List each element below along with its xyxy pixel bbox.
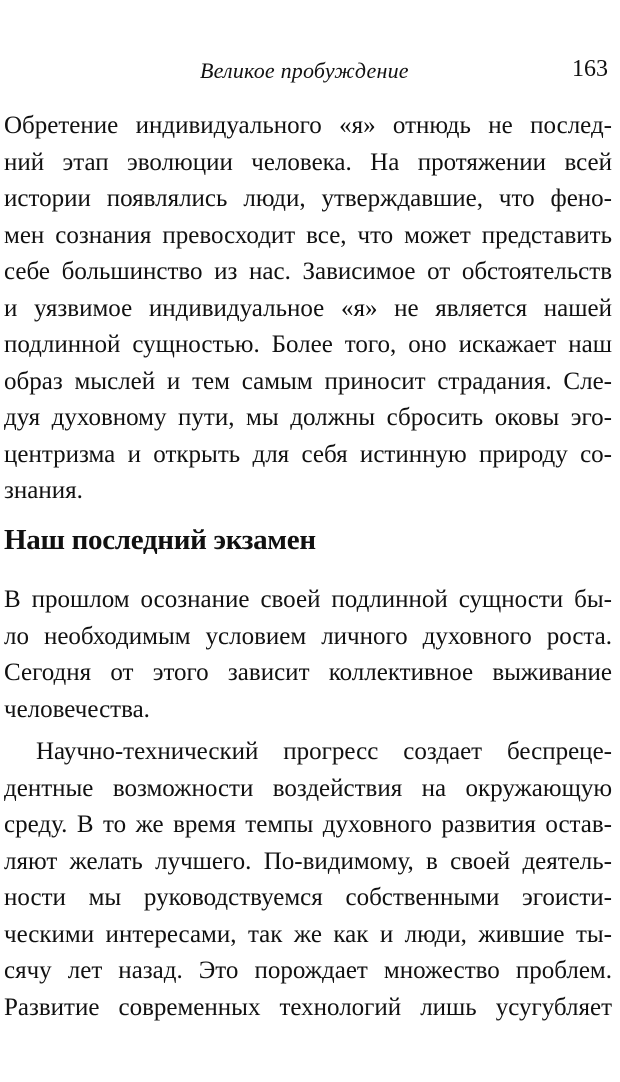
text-line: Развитие современных технологий лишь усугубляет (4, 993, 612, 1021)
text-line: дуя духовному пути, мы должны сбросить оковы эго- (4, 404, 612, 431)
text-line: сячу лет назад. Это порождает множество проблем. (4, 957, 612, 984)
text-line: образ мыслей и тем самым приносит страдания. Сле- (4, 367, 612, 395)
text-line: себе большинство из нас. Зависимое от обстоятельств (4, 258, 612, 285)
text-line: В прошлом осознание своей подлинной сущности бы- (4, 586, 612, 613)
text-line: центризма и открыть для себя истинную природу со- (4, 440, 612, 468)
running-head (0, 54, 620, 90)
running-title: Великое пробуждение (200, 58, 409, 83)
page-number: 163 (572, 56, 608, 82)
section-heading: Наш последний экзамен (4, 524, 316, 556)
text-line: среду. В то же время темпы духовного развития остав- (4, 811, 612, 838)
text-line: ло необходимым условием личного духовного роста. (4, 622, 612, 650)
text-line: человечества. (4, 695, 150, 723)
text-line: ний этап эволюции человека. На протяжении всей (4, 148, 612, 176)
text-line: знания. (4, 477, 83, 504)
paragraph-2 (4, 582, 612, 728)
paragraph-1 (4, 108, 612, 510)
paragraph-3 (4, 734, 612, 1026)
text-line: ческими интересами, так же как и люди, жившие ты- (4, 920, 612, 948)
text-line: ности мы руководствуемся собственными эгоисти- (4, 884, 612, 911)
text-line: и уязвимое индивидуальное «я» не является нашей (4, 294, 612, 322)
text-line: Научно-технический прогресс создает беспреце- (36, 738, 612, 765)
text-line: дентные возможности воздействия на окружающую (4, 774, 612, 802)
text-line: Сегодня от этого зависит коллективное выживание (4, 659, 612, 686)
text-line: подлинной сущностью. Более того, оно искажает наш (4, 331, 612, 358)
text-line: Обретение индивидуального «я» отнюдь не послед- (4, 112, 612, 139)
text-line: истории появлялись люди, утверждавшие, что фено- (4, 185, 612, 212)
text-line: мен сознания превосходит все, что может представить (4, 221, 612, 249)
text-line: ляют желать лучшего. По-видимому, в своей деятель- (4, 847, 612, 875)
